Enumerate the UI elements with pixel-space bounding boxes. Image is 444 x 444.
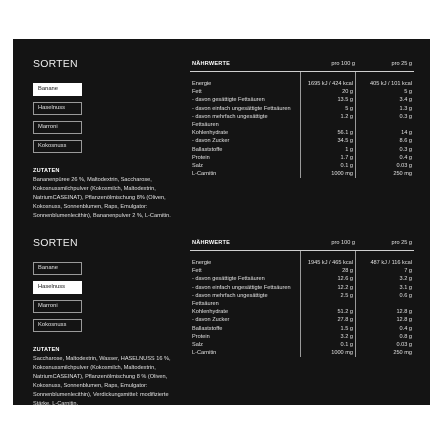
nutrient-label: Fettsäuren <box>192 300 219 307</box>
table-row <box>190 349 414 357</box>
nutrient-label: Salz <box>192 341 203 348</box>
nutrition-table-header <box>190 59 414 72</box>
nutrient-label: Ballaststoffe <box>192 325 223 332</box>
nutrient-label: Fettsäuren <box>192 121 219 128</box>
value-per-25g: 0.4 g <box>399 325 412 332</box>
value-per-100g: 13.5 g <box>337 97 353 104</box>
nutrition-rows <box>190 259 414 357</box>
value-per-25g: 12.8 g <box>396 309 412 316</box>
table-row <box>190 292 414 300</box>
nutrient-label: Fett <box>192 89 202 96</box>
value-per-100g: 20 g <box>342 89 353 96</box>
value-per-100g: 1.7 g <box>340 154 353 161</box>
value-per-100g: 0.1 g <box>340 341 353 348</box>
table-row <box>190 284 414 292</box>
value-per-100g: 34.5 g <box>337 138 353 145</box>
value-per-100g: 1000 mg <box>331 171 353 178</box>
value-per-25g: 8.6 g <box>399 138 412 145</box>
nutrient-label: Protein <box>192 333 210 340</box>
value-per-25g: 0.3 g <box>399 113 412 120</box>
table-divider-line <box>355 251 356 357</box>
value-per-25g: 3.1 g <box>399 284 412 291</box>
value-per-100g: 5 g <box>345 105 353 112</box>
nutrition-col-per-100g: pro 100 g <box>331 61 355 67</box>
table-row <box>190 170 414 178</box>
value-per-25g: 0.6 g <box>399 292 412 299</box>
value-per-25g: 0.03 g <box>396 341 412 348</box>
value-per-25g: 5 g <box>404 89 412 96</box>
nutrition-table <box>190 238 414 357</box>
value-per-100g: 51.2 g <box>337 309 353 316</box>
nutrient-label: L-Carnitin <box>192 350 217 357</box>
table-row <box>190 137 414 145</box>
table-divider-line <box>300 72 301 178</box>
value-per-25g: 0.3 g <box>399 146 412 153</box>
value-per-100g: 0.1 g <box>340 162 353 169</box>
value-per-100g: 2.5 g <box>340 292 353 299</box>
value-per-100g: 1.2 g <box>340 113 353 120</box>
nutrition-col-per-100g: pro 100 g <box>331 240 355 246</box>
table-row <box>190 267 414 275</box>
variant-button-marroni[interactable]: Marroni <box>33 300 82 313</box>
ingredients-text: Saccharose, Maltodextrin, Wasser, HASELNUSS 16 %, Kokosnussmilchpulver (Kokosmilch, Maltodextrin, NatriumCASEINAT), Pflanzenölmischung 8 % (Oliven, Kokosnuss, Sonnenblumen, Raps, Emulgator: Sonnenblumenlecithin), Verdickungsmittel: modifizierte Stärke, L-Carnitin. <box>33 356 171 407</box>
value-per-25g: 12.8 g <box>396 317 412 324</box>
table-row <box>190 96 414 104</box>
value-per-100g: 1.5 g <box>340 325 353 332</box>
table-divider-line <box>355 72 356 178</box>
table-divider-line <box>300 251 301 357</box>
variant-button-banane[interactable]: Banane <box>33 262 82 275</box>
value-per-25g: 250 mg <box>393 350 412 357</box>
variant-button-kokosnuss[interactable]: Kokosnuss <box>33 319 82 332</box>
nutrition-table-header <box>190 238 414 251</box>
table-row <box>190 80 414 88</box>
value-per-100g: 27.8 g <box>337 317 353 324</box>
value-per-100g: 12.2 g <box>337 284 353 291</box>
value-per-100g: 3.2 g <box>340 333 353 340</box>
nutrient-label: - davon gesättigte Fettsäuren <box>192 276 265 283</box>
product-info-panel <box>13 39 430 405</box>
table-row <box>190 308 414 316</box>
value-per-25g: 3.2 g <box>399 276 412 283</box>
table-row <box>190 341 414 349</box>
value-per-25g: 0.8 g <box>399 333 412 340</box>
variant-button-haselnuss[interactable]: Haselnuss <box>33 281 82 294</box>
nutrition-col-per-25g: pro 25 g <box>391 61 412 67</box>
table-row <box>190 154 414 162</box>
variant-button-kokosnuss[interactable]: Kokosnuss <box>33 140 82 153</box>
table-row <box>190 129 414 137</box>
value-per-25g: 14 g <box>401 130 412 137</box>
nutrient-label: Kohlenhydrate <box>192 309 229 316</box>
nutrition-rows <box>190 80 414 178</box>
nutrient-label: Energie <box>192 260 212 266</box>
table-row <box>190 146 414 154</box>
nutrition-header-label: NÄHRWERTE <box>192 240 231 246</box>
nutrient-label: - davon mehrfach ungesättigte <box>192 292 268 299</box>
table-row <box>190 113 414 121</box>
nutrient-label: - davon einfach ungesättigte Fettsäuren <box>192 105 291 112</box>
value-per-100g: 28 g <box>342 268 353 275</box>
ingredients-heading: ZUTATEN <box>33 168 60 174</box>
table-row <box>190 259 414 267</box>
nutrient-label: Fett <box>192 268 202 275</box>
table-row <box>190 333 414 341</box>
value-per-25g: 487 kJ / 116 kcal <box>370 260 412 266</box>
table-row <box>190 275 414 283</box>
variant-button-banane[interactable]: Banane <box>33 83 82 96</box>
nutrient-label: Ballaststoffe <box>192 146 223 153</box>
variant-button-marroni[interactable]: Marroni <box>33 121 82 134</box>
nutrient-label: Kohlenhydrate <box>192 130 229 137</box>
nutrition-col-per-25g: pro 25 g <box>391 240 412 246</box>
sorten-heading: SORTEN <box>33 237 78 249</box>
value-per-100g: 56.1 g <box>337 130 353 137</box>
sorten-heading: SORTEN <box>33 58 78 70</box>
value-per-100g: 1945 kJ / 465 kcal <box>307 260 353 266</box>
value-per-100g: 1695 kJ / 424 kcal <box>307 81 353 87</box>
table-row <box>190 105 414 113</box>
value-per-25g: 1.3 g <box>399 105 412 112</box>
table-row <box>190 88 414 96</box>
value-per-25g: 3.4 g <box>399 97 412 104</box>
value-per-100g: 1000 mg <box>331 350 353 357</box>
value-per-25g: 0.4 g <box>399 154 412 161</box>
value-per-25g: 405 kJ / 101 kcal <box>370 81 412 87</box>
table-row <box>190 300 414 308</box>
ingredients-text: Bananenpüree 26 %, Maltodextrin, Saccharose, Kokosnussmilchpulver (Kokosmilch, Maltodextrin, NatriumCASEINAT), Pflanzenölmischung 8% (Oliven, Kokosnuss, Sonnenblumen, Raps, Emulgator: Sonnenblumenlecithin), Bananenpulver 2 %, L-Carnitin. <box>33 177 171 219</box>
value-per-25g: 250 mg <box>393 171 412 178</box>
nutrition-header-label: NÄHRWERTE <box>192 61 231 67</box>
value-per-100g: 1 g <box>345 146 353 153</box>
table-row <box>190 121 414 129</box>
nutrient-label: - davon mehrfach ungesättigte <box>192 113 268 120</box>
nutrition-table <box>190 59 414 178</box>
nutrient-label: - davon Zucker <box>192 138 230 145</box>
ingredients-heading: ZUTATEN <box>33 347 60 353</box>
table-row <box>190 162 414 170</box>
variant-button-haselnuss[interactable]: Haselnuss <box>33 102 82 115</box>
nutrient-label: - davon einfach ungesättigte Fettsäuren <box>192 284 291 291</box>
value-per-100g: 12.6 g <box>337 276 353 283</box>
nutrient-label: Salz <box>192 162 203 169</box>
table-row <box>190 316 414 324</box>
nutrient-label: - davon Zucker <box>192 317 230 324</box>
table-row <box>190 325 414 333</box>
nutrient-label: Energie <box>192 81 212 87</box>
value-per-25g: 0.03 g <box>396 162 412 169</box>
nutrient-label: - davon gesättigte Fettsäuren <box>192 97 265 104</box>
nutrient-label: L-Carnitin <box>192 171 217 178</box>
nutrient-label: Protein <box>192 154 210 161</box>
value-per-25g: 7 g <box>404 268 412 275</box>
